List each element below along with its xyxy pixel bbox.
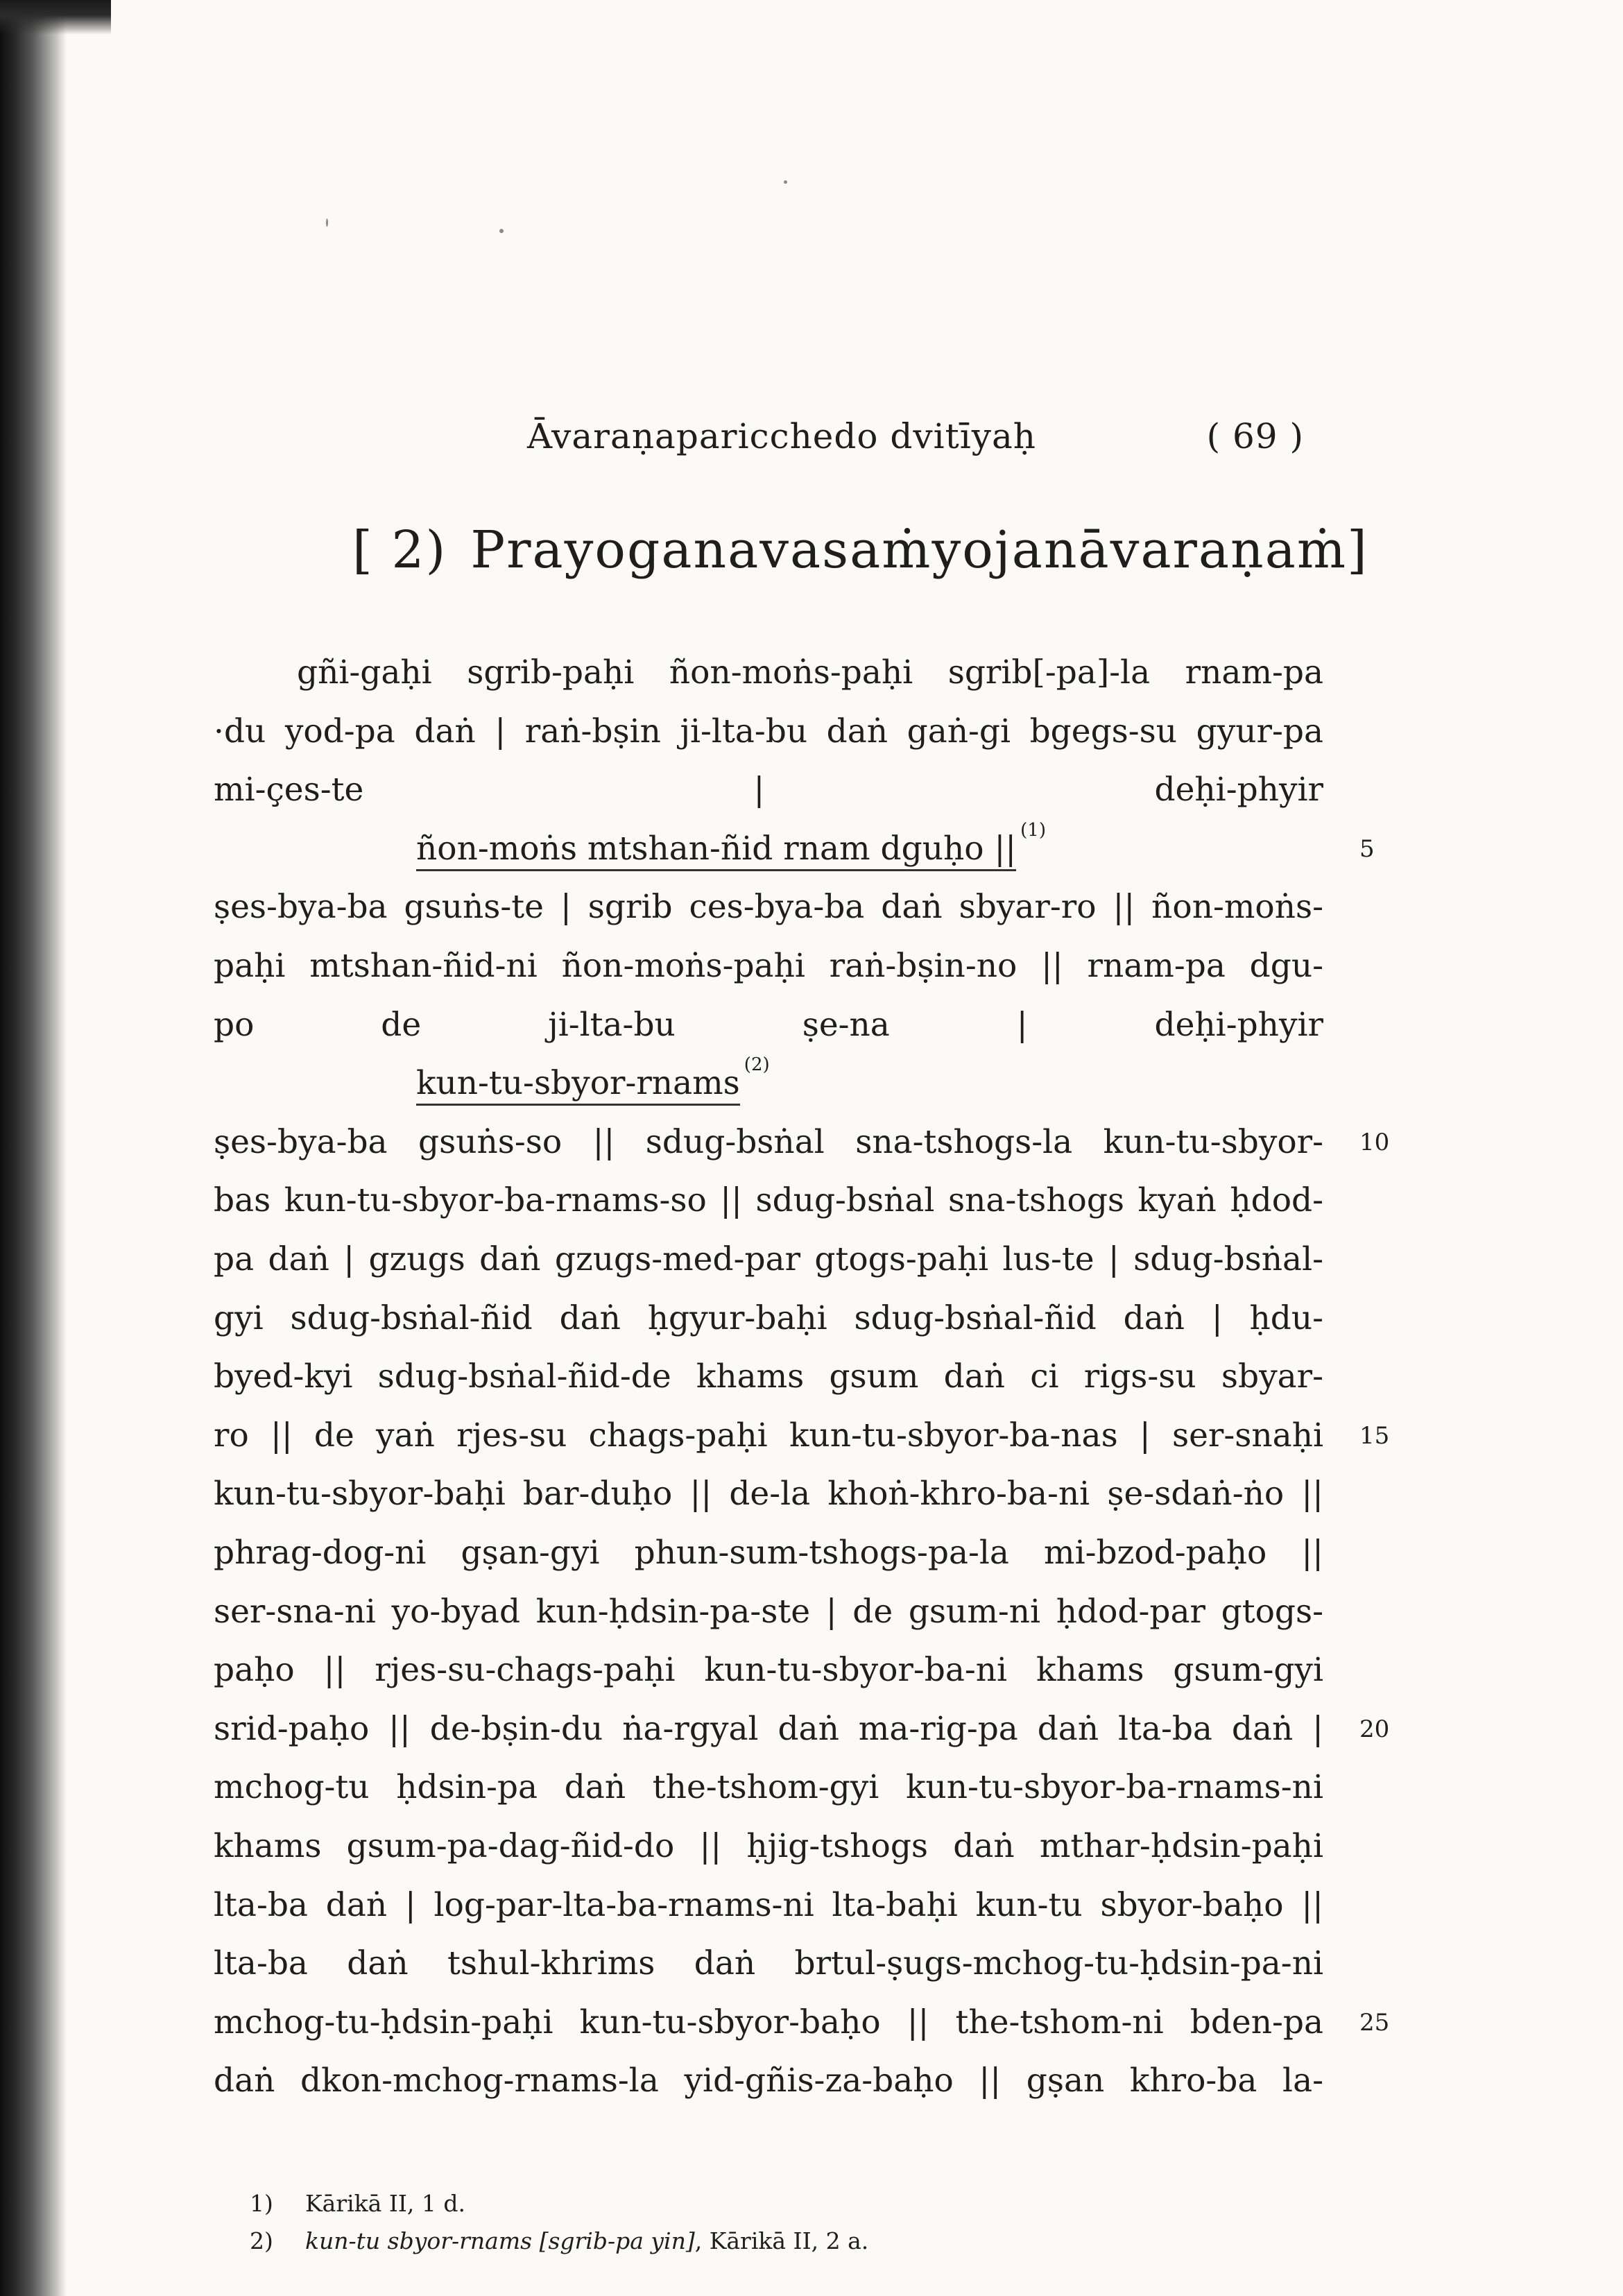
line-text: kun-tu-sbyor-rnams bbox=[416, 1064, 740, 1106]
text-line bbox=[214, 1408, 1323, 1464]
text-line bbox=[214, 1936, 1323, 1991]
line-text: bas kun-tu-sbyor-ba-rnams-so || sdug-bsṅal sna-tshogs kyaṅ ḥdod- bbox=[214, 1181, 1323, 1220]
footnote-text: Kārikā II, 1 d. bbox=[305, 2190, 465, 2217]
page-speck bbox=[499, 229, 504, 233]
text-line bbox=[214, 704, 1323, 760]
footnote-italic-text: kun-tu sbyor-rnams [sgrib-pa yin] bbox=[305, 2227, 695, 2254]
line-text: phrag-dog-ni gṣan-gyi phun-sum-tshogs-pa-la mi-bzod-paḥo || bbox=[214, 1534, 1323, 1572]
running-header bbox=[527, 416, 1304, 465]
line-number: 25 bbox=[1359, 2008, 1390, 2037]
line-text: ṣes-bya-ba gsuṅs-te | sgrib ces-bya-ba daṅ sbyar-ro || ñon-moṅs- bbox=[214, 888, 1323, 927]
footnote-marker: (1) bbox=[1020, 819, 1046, 841]
line-text: ro || de yaṅ rjes-su chags-paḥi kun-tu-sbyor-ba-nas | ser-snaḥi bbox=[214, 1416, 1323, 1455]
line-text: kun-tu-sbyor-baḥi bar-duḥo || de-la khoṅ-khro-ba-ni ṣe-sdaṅ-ṅo || bbox=[214, 1475, 1323, 1514]
line-text: mchog-tu ḥdsin-pa daṅ the-tshom-gyi kun-tu-sbyor-ba-rnams-ni bbox=[214, 1768, 1323, 1807]
page-speck bbox=[784, 180, 787, 184]
line-text: khams gsum-pa-dag-ñid-do || ḥjig-tshogs daṅ mthar-ḥdsin-paḥi bbox=[214, 1827, 1323, 1865]
book-spine-shadow bbox=[0, 0, 67, 2296]
footnote-text: , Kārikā II, 2 a. bbox=[694, 2227, 869, 2254]
footnote bbox=[250, 2185, 1290, 2222]
text-line bbox=[214, 1819, 1323, 1874]
text-line bbox=[214, 1349, 1323, 1405]
line-text: byed-kyi sdug-bsṅal-ñid-de khams gsum daṅ ci rigs-su sbyar- bbox=[214, 1357, 1323, 1396]
running-title: Āvaraṇaparicchedo dvitīyaḥ bbox=[527, 416, 1036, 456]
line-number: 20 bbox=[1359, 1715, 1390, 1743]
top-edge-shadow bbox=[0, 0, 111, 35]
line-text: ser-sna-ni yo-byad kun-ḥdsin-pa-ste | de gsum-ni ḥdod-par gtogs- bbox=[214, 1592, 1323, 1631]
text-line bbox=[214, 880, 1323, 935]
footnote bbox=[250, 2222, 1290, 2260]
text-line bbox=[214, 645, 1323, 701]
text-line bbox=[214, 997, 1323, 1053]
text-line bbox=[214, 939, 1323, 994]
text-line bbox=[214, 1702, 1323, 1757]
line-text: mi-çes-te | deḥi-phyir bbox=[214, 771, 1323, 809]
line-number: 15 bbox=[1359, 1421, 1390, 1450]
line-text: ṣes-bya-ba gsuṅs-so || sdug-bsṅal sna-tshogs-la kun-tu-sbyor- bbox=[214, 1122, 1323, 1161]
line-number: 5 bbox=[1359, 834, 1375, 863]
section-number: [ 2) bbox=[352, 520, 447, 580]
text-line bbox=[214, 1232, 1323, 1287]
section-heading bbox=[352, 520, 1368, 580]
line-text: po de ji-lta-bu ṣe-na | deḥi-phyir bbox=[214, 1005, 1323, 1044]
text-line bbox=[214, 762, 1323, 818]
section-title: Prayoganavasaṁyojanāvaraṇaṁ] bbox=[470, 520, 1368, 580]
text-line bbox=[214, 1525, 1323, 1581]
line-number: 10 bbox=[1359, 1128, 1390, 1156]
line-text: paḥi mtshan-ñid-ni ñon-moṅs-paḥi raṅ-bṣin-no || rnam-pa dgu- bbox=[214, 947, 1323, 985]
verse-line bbox=[416, 1056, 1179, 1111]
line-text: srid-paḥo || de-bṣin-du ṅa-rgyal daṅ ma-rig-pa daṅ lta-ba daṅ | bbox=[214, 1709, 1323, 1748]
text-line bbox=[214, 1878, 1323, 1933]
line-text: pa daṅ | gzugs daṅ gzugs-med-par gtogs-paḥi lus-te | sdug-bsṅal- bbox=[214, 1240, 1323, 1278]
footnote-number: 2) bbox=[250, 2227, 273, 2254]
line-text: paḥo || rjes-su-chags-paḥi kun-tu-sbyor-ba-ni khams gsum-gyi bbox=[214, 1651, 1323, 1690]
text-line bbox=[214, 1173, 1323, 1228]
text-line bbox=[214, 1584, 1323, 1640]
line-text: ·du yod-pa daṅ | raṅ-bṣin ji-lta-bu daṅ gaṅ-gi bgegs-su gyur-pa bbox=[214, 712, 1323, 751]
line-text: gyi sdug-bsṅal-ñid daṅ ḥgyur-baḥi sdug-bsṅal-ñid daṅ | ḥdu- bbox=[214, 1299, 1323, 1337]
footnote-marker: (2) bbox=[744, 1054, 770, 1076]
line-text: ñon-moṅs mtshan-ñid rnam dguḥo || bbox=[416, 830, 1016, 871]
page-speck bbox=[326, 219, 328, 227]
footnote-number: 1) bbox=[250, 2190, 273, 2217]
text-line bbox=[214, 1291, 1323, 1346]
footnotes bbox=[250, 2185, 1290, 2260]
line-text: daṅ dkon-mchog-rnams-la yid-gñis-za-baḥo || gṣan khro-ba la- bbox=[214, 2062, 1323, 2100]
page-number: ( 69 ) bbox=[1206, 416, 1304, 456]
text-line bbox=[214, 2053, 1323, 2109]
line-text: lta-ba daṅ tshul-khrims daṅ brtul-ṣugs-mchog-tu-ḥdsin-pa-ni bbox=[214, 1944, 1323, 1983]
text-line bbox=[214, 1643, 1323, 1698]
text-line bbox=[214, 1115, 1323, 1170]
text-line bbox=[214, 1466, 1323, 1522]
line-text: mchog-tu-ḥdsin-paḥi kun-tu-sbyor-baḥo || the-tshom-ni bden-pa bbox=[214, 2003, 1323, 2041]
line-text: gñi-gaḥi sgrib-paḥi ñon-moṅs-paḥi sgrib[-pa]-la rnam-pa bbox=[297, 653, 1323, 692]
text-line bbox=[214, 1995, 1323, 2050]
line-text: lta-ba daṅ | log-par-lta-ba-rnams-ni lta-baḥi kun-tu sbyor-baḥo || bbox=[214, 1885, 1323, 1924]
verse-line bbox=[416, 821, 1179, 877]
text-line bbox=[214, 1760, 1323, 1815]
